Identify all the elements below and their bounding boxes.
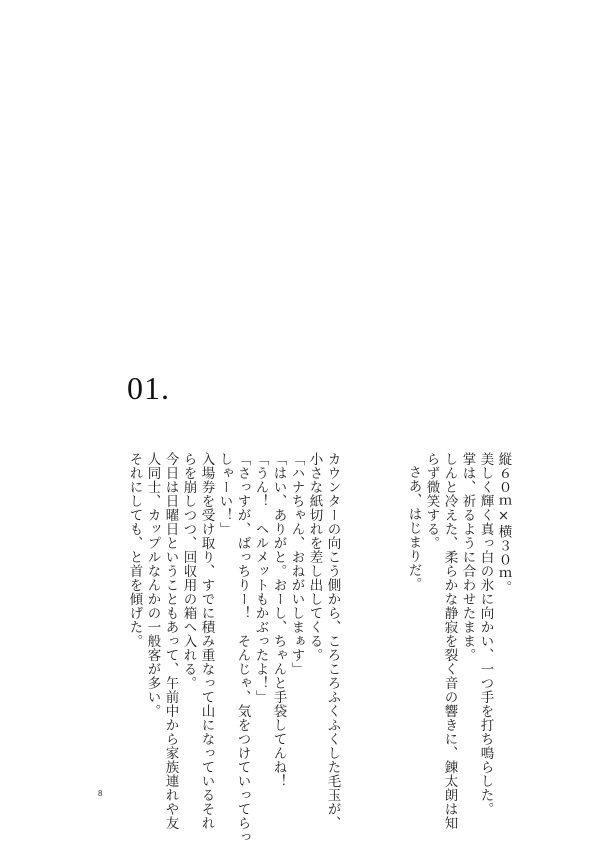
text-column: 今日は日曜日ということもあって、午前中から家族連れや友 bbox=[162, 452, 179, 830]
text-column: らを崩しつつ、回収用の箱へ入れる。 bbox=[180, 452, 197, 690]
text-column: 小さな紙切れを差し出してくる。 bbox=[306, 452, 323, 662]
text-column: それにしても、と首を傾げた。 bbox=[126, 452, 143, 648]
text-column: 掌は、祈るように合わせたまま。 bbox=[459, 452, 476, 662]
text-column: 美しく輝く真っ白の氷に向かい、一つ手を打ち鳴らした。 bbox=[477, 452, 494, 816]
text-column: 「うん！ ヘルメットもかぶったよ！」 bbox=[252, 452, 269, 704]
text-column: 人同士、カップルなんかの一般客が多い。 bbox=[144, 452, 161, 718]
text-column: カウンターの向こう側から、ころころふくふくした毛玉が、 bbox=[324, 452, 341, 830]
text-column: 縦６０ｍ×横３０ｍ。 bbox=[495, 452, 512, 595]
text-column: 「さっすが、ばっちりー！ そんじゃ、気をつけていってらっ bbox=[234, 452, 251, 844]
text-column: 「ハナちゃん、おねがいしまぁす」 bbox=[288, 452, 305, 676]
page-number: 8 bbox=[98, 789, 103, 798]
text-column: しゃーい！」 bbox=[216, 452, 233, 536]
text-column: らず微笑する。 bbox=[423, 452, 440, 550]
text-column: 入場券を受け取り、すでに積み重なって山になっているそれ bbox=[198, 452, 215, 830]
chapter-number: 01. bbox=[127, 370, 170, 406]
text-column: 「はい、ありがと。おーし、ちゃんと手袋してんね！ bbox=[270, 452, 287, 788]
text-column: さあ、はじまりだ。 bbox=[405, 465, 422, 591]
text-column: しんと冷えた、柔らかな静寂を裂く音の響きに、錬太朗は知 bbox=[441, 452, 458, 830]
